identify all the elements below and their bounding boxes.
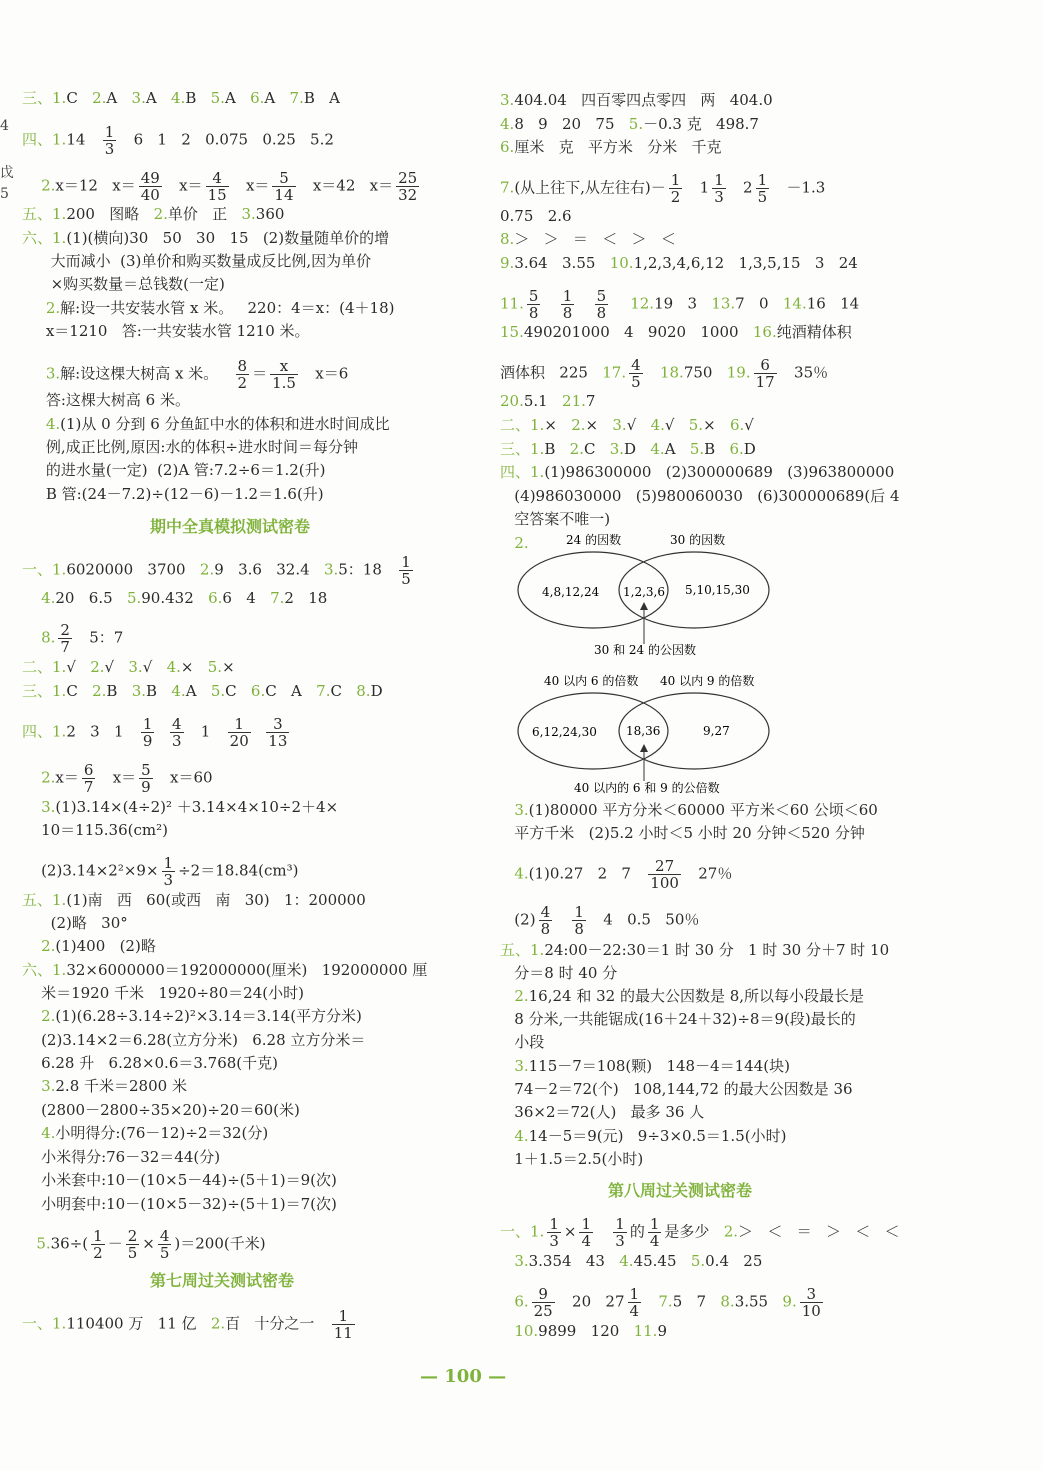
question-number: 2.	[723, 1222, 739, 1241]
question-number: 6.	[208, 589, 223, 607]
answer-line: 3.(1)80000 平方分米＜60000 平方米＜60 公顷＜60	[514, 801, 878, 819]
question-number: 3.	[128, 658, 143, 676]
answer-line: 一、1. $\frac{1}{3}$ × $\frac{1}{4}$ $\frac{1}{3}$ 的 $\frac{1}{4}$ 是多少 2.＞ ＜ ＝ ＞ ＜ ＜	[500, 1215, 900, 1250]
answer-line: 7.(从上往下,从左往右)－ $\frac{1}{2}$ 1 $\frac{1}{3}$ 2 $\frac{1}{5}$ －1.3	[500, 171, 826, 206]
question-number: 2.	[514, 534, 529, 552]
question-number: 4.	[650, 440, 665, 458]
edge-fragment: 5	[0, 186, 9, 202]
fraction: $\frac{6}{17}$	[755, 356, 775, 391]
answer-line: x＝1210 答:一共安装水管 1210 米。	[22, 322, 310, 340]
fraction: $\frac{5}{9}$	[141, 761, 151, 796]
question-number: 2.	[41, 176, 56, 195]
fraction: $\frac{3}{10}$	[801, 1285, 821, 1320]
venn2-label-right: 40 以内 9 的倍数	[660, 674, 755, 688]
question-number: 一、1.	[22, 1314, 67, 1333]
answer-line: 6.厘米 克 平方米 分米 千克	[500, 138, 722, 156]
answer-line: 2.解:设一共安装水管 x 米。 220：4＝x：(4＋18)	[45, 299, 395, 317]
question-number: 六、1.	[22, 961, 67, 979]
question-number: 14.	[782, 294, 807, 313]
answer-line: (2) $\frac{4}{8}$ $\frac{1}{8}$ 4 0.5 50％	[500, 903, 700, 938]
fraction: $\frac{1}{2}$	[670, 171, 681, 206]
question-number: 4.	[514, 1127, 529, 1145]
question-number: 四、1.	[22, 130, 67, 149]
question-number: 3.	[41, 798, 56, 816]
fraction: $\frac{2}{7}$	[60, 621, 70, 656]
fraction: $\frac{49}{40}$	[140, 169, 160, 204]
question-number: 18.	[659, 363, 684, 382]
venn2-caption: 40 以内的 6 和 9 的公倍数	[574, 781, 720, 795]
answer-line: 三、1.C 2.A 3.A 4.B 5.A 6.A 7.B A	[22, 89, 341, 107]
answer-line: 五、1.200 图略 2.单价 正 3.360	[22, 205, 285, 223]
answer-line: 4.14－5＝9(元) 9÷3×0.5＝1.5(小时)	[514, 1127, 787, 1145]
question-number: 12.	[630, 294, 655, 313]
question-number: 3.	[41, 1077, 56, 1095]
fraction: $\frac{5}{8}$	[528, 287, 539, 322]
section-title: 第七周过关测试密卷	[150, 1271, 295, 1290]
answer-line: 6. $\frac{9}{25}$ 20 27 $\frac{1}{4}$ 7.5 7 8.3.55 9. $\frac{3}{10}$	[514, 1285, 821, 1320]
answer-line: 4.20 6.5 5.90.432 6.6 4 7.2 18	[41, 589, 328, 607]
question-number: 4.	[171, 89, 186, 107]
question-number: 17.	[602, 363, 627, 382]
venn-diagram-factors	[508, 526, 778, 662]
answer-line: 8.＞ ＞ ＝ ＜ ＞ ＜	[500, 230, 676, 248]
venn2-right-set: 9,27	[703, 724, 730, 738]
answer-line: 五、1.24:00－22:30＝1 时 30 分 1 时 30 分＋7 时 10	[500, 941, 890, 959]
question-number: 4.	[514, 864, 529, 883]
question-number: 9.	[782, 1292, 797, 1311]
answer-line: 四、1.(1)986300000 (2)300000689 (3)963800000	[500, 463, 895, 481]
answer-line: 3.2.8 千米＝2800 米	[41, 1077, 187, 1095]
question-number: 3.	[241, 205, 256, 223]
question-number: 四、1.	[500, 463, 545, 481]
question-number: 3.	[45, 364, 61, 383]
question-number: 4.	[619, 1252, 634, 1270]
answer-line: 3.115－7＝108(颗) 148－4＝144(块)	[514, 1057, 790, 1075]
fraction: $\frac{1}{3}$	[163, 854, 174, 889]
venn2-center-set: 18,36	[626, 724, 661, 738]
question-number: 11.	[633, 1322, 658, 1340]
answer-line: 答:这棵大树高 6 米。	[22, 391, 190, 409]
question-number: 2.	[45, 299, 61, 317]
question-number: 8.	[41, 628, 56, 647]
question-number: 15.	[500, 323, 524, 341]
answer-line: 4.小明得分:(76－12)÷2＝32(分)	[41, 1124, 269, 1142]
fraction: $\frac{3}{13}$	[268, 715, 288, 750]
answer-line: 六、1.32×6000000＝192000000(厘米) 192000000 厘	[22, 961, 428, 979]
question-number: 8.	[356, 682, 371, 700]
answer-line: 分＝8 时 40 分	[500, 964, 618, 982]
fraction: $\frac{1}{4}$	[629, 1285, 640, 1320]
answer-line: 空答案不唯一)	[500, 510, 611, 528]
fraction: $\frac{27}{100}$	[650, 857, 679, 892]
question-number: 5.	[628, 115, 644, 133]
answer-line: 的进水量(一定) (2)A 管:7.2÷6＝1.2(升)	[22, 461, 326, 479]
answer-line: 三、1.B 2.C 3.D 4.A 5.B 6.D	[500, 440, 756, 458]
answer-line: 六、1.(1)(横向)30 50 30 15 (2)数量随单价的增	[22, 229, 390, 247]
answer-line: ×购买数量＝总钱数(一定)	[22, 275, 225, 293]
fraction: $\frac{1}{4}$	[649, 1215, 660, 1250]
question-number: 5.	[207, 658, 223, 676]
fraction: $\frac{2}{5}$	[127, 1227, 138, 1262]
answer-line: B 管:(24－7.2)÷(12－6)－1.2＝1.6(升)	[22, 485, 324, 503]
answer-line: 大而减小 (3)单价和购买数量成反比例,因为单价	[22, 252, 372, 270]
edge-fragment: 戉	[0, 165, 14, 181]
fraction: $\frac{6}{7}$	[83, 761, 94, 796]
edge-fragment: 4	[0, 118, 9, 134]
question-number: 5.	[126, 589, 142, 607]
answer-line: 五、1.(1)南 西 60(或西 南 30) 1：200000	[22, 891, 366, 909]
question-number: 20.	[500, 392, 524, 410]
question-number: 二、1.	[500, 416, 545, 434]
question-number: 11.	[500, 294, 524, 313]
question-number: 3.	[609, 440, 625, 458]
question-number: 一、1.	[500, 1222, 545, 1241]
answer-line: 11. $\frac{5}{8}$ $\frac{1}{8}$ $\frac{5}{8}$ 12.19 3 13.7 0 14.16 14	[500, 287, 860, 322]
question-number: 6.	[500, 138, 515, 156]
answer-line: 2.x＝ $\frac{6}{7}$ x＝ $\frac{5}{9}$ x＝60	[41, 761, 213, 796]
question-number: 2.	[41, 1007, 56, 1025]
question-number: 7.	[658, 1292, 673, 1311]
question-number: 2.	[199, 560, 215, 579]
question-number: 2.	[41, 937, 56, 955]
question-number: 16.	[752, 323, 777, 341]
question-number: 21.	[562, 392, 586, 410]
fraction: $\frac{5}{8}$	[596, 287, 607, 322]
question-number: 8.	[500, 230, 515, 248]
answer-line: 一、1.6020000 3700 2.9 3.6 32.4 3.5：18 $\frac{1}{5}$	[22, 553, 411, 588]
fraction: $\frac{1}{3}$	[104, 123, 115, 158]
answer-line: 小米套中:10－(10×5－44)÷(5＋1)＝9(次)	[22, 1171, 337, 1189]
fraction: $\frac{1}{5}$	[401, 553, 411, 588]
question-number: 2.	[571, 416, 586, 434]
fraction: $\frac{25}{32}$	[398, 169, 418, 204]
question-number: 3.	[131, 682, 147, 700]
answer-line: 小米得分:76－32＝44(分)	[22, 1148, 221, 1166]
page-number: — 100 —	[420, 1366, 507, 1387]
answer-line: 3.(1)3.14×(4÷2)² ＋3.14×4×10÷2＋4×	[41, 798, 339, 816]
answer-line: (2)略 30°	[22, 914, 128, 932]
question-number: 6.	[514, 1292, 529, 1311]
answer-line: 15.490201000 4 9020 1000 16.纯酒精体积	[500, 323, 852, 341]
answer-line: 三、1.C 2.B 3.B 4.A 5.C 6.C A 7.C 8.D	[22, 682, 383, 700]
answer-line: 4.(1)0.27 2 7 $\frac{27}{100}$ 27％	[514, 857, 733, 892]
question-number: 3.	[612, 416, 627, 434]
fraction: $\frac{1}{3}$	[615, 1215, 625, 1250]
fraction: $\frac{1}{11}$	[333, 1307, 353, 1342]
fraction: $\frac{4}{5}$	[159, 1227, 170, 1262]
answer-line: (2800－2800÷35×20)÷20＝60(米)	[22, 1101, 300, 1119]
question-number: 2.	[41, 768, 56, 787]
venn2-left-set: 6,12,24,30	[532, 725, 597, 739]
question-number: 五、1.	[22, 891, 67, 909]
answer-line: 米＝1920 千米 1920÷80＝24(小时)	[22, 984, 304, 1002]
answer-line: 小段	[500, 1033, 545, 1051]
question-number: 三、1.	[22, 89, 67, 107]
fraction: $\frac{1}{8}$	[574, 903, 584, 938]
answer-line: 例,成正比例,原因:水的体积÷进水时间＝每分钟	[22, 438, 359, 456]
answer-line: 9.3.64 3.55 10.1,2,3,4,6,12 1,3,5,15 3 24	[500, 254, 858, 272]
question-number: 3.	[323, 560, 339, 579]
question-number: 5.	[210, 89, 225, 107]
answer-line: 2.16,24 和 32 的最大公因数是 8,所以每小段最长是	[514, 987, 865, 1005]
answer-line: 5.36÷( $\frac{1}{2}$ － $\frac{2}{5}$ × $\frac{4}{5}$ )＝200(千米)	[36, 1227, 266, 1262]
question-number: 2.	[92, 89, 107, 107]
answer-line: 10＝115.36(cm²)	[22, 821, 168, 839]
question-number: 4.	[500, 115, 515, 133]
answer-line: 4.8 9 20 75 5.－0.3 克 498.7	[500, 115, 759, 133]
question-number: 三、1.	[500, 440, 545, 458]
venn-diagram-multiples	[508, 668, 778, 800]
fraction: $\frac{8}{2}$	[237, 357, 248, 392]
question-number: 五、1.	[22, 205, 67, 223]
question-number: 五、1.	[500, 941, 545, 959]
question-number: 2.	[569, 440, 584, 458]
answer-line: 2.(1)(6.28÷3.14÷2)²×3.14＝3.14(平方分米)	[41, 1007, 362, 1025]
question-number: 5.	[688, 416, 704, 434]
question-number: 6.	[250, 89, 265, 107]
question-number: 10.	[609, 254, 634, 272]
venn1-label-left: 24 的因数	[566, 533, 622, 547]
answer-line: (2)3.14×2²×9× $\frac{1}{3}$ ÷2＝18.84(cm³)	[22, 854, 299, 889]
answer-line: 10.9899 120 11.9	[514, 1322, 667, 1340]
question-number: 6.	[729, 416, 745, 434]
answer-line: 二、1.× 2.× 3.√ 4.√ 5.× 6.√	[500, 416, 754, 434]
question-number: 13.	[711, 294, 736, 313]
question-number: 4.	[41, 1124, 56, 1142]
fraction: $\frac{5}{14}$	[274, 169, 294, 204]
question-number: 7.	[270, 589, 285, 607]
answer-line: 0.75 2.6	[500, 207, 572, 225]
fraction: $\frac{4}{15}$	[207, 169, 227, 204]
venn2-arrowhead	[640, 744, 648, 752]
venn2-label-left: 40 以内 6 的倍数	[544, 674, 639, 688]
question-number: 7.	[289, 89, 304, 107]
question-number: 2.	[514, 987, 529, 1005]
section-title: 第八周过关测试密卷	[608, 1181, 753, 1200]
answer-line: 8. $\frac{2}{7}$ 5：7	[41, 621, 124, 656]
fraction: $\frac{x}{1.5}$	[272, 357, 296, 392]
answer-line: 四、1.14 $\frac{1}{3}$ 6 1 2 0.075 0.25 5.2	[22, 123, 334, 158]
venn1-right-set: 5,10,15,30	[685, 583, 750, 597]
fraction: $\frac{9}{25}$	[533, 1285, 553, 1320]
question-number: 3.	[500, 91, 515, 109]
answer-line: 3.3.354 43 4.45.45 5.0.4 25	[514, 1252, 763, 1270]
question-number: 四、1.	[22, 722, 67, 741]
fraction: $\frac{1}{2}$	[93, 1227, 103, 1262]
question-number: 7.	[500, 178, 515, 197]
fraction: $\frac{4}{8}$	[540, 903, 551, 938]
answer-line: 20.5.1 21.7	[500, 392, 596, 410]
answer-line: 4.(1)从 0 分到 6 分鱼缸中水的体积和进水时间成比	[45, 415, 390, 433]
fraction: $\frac{1}{3}$	[549, 1215, 559, 1250]
question-number: 4.	[171, 682, 186, 700]
fraction: $\frac{4}{3}$	[171, 715, 182, 750]
answer-line: 2.(1)400 (2)略	[41, 937, 156, 955]
fraction: $\frac{1}{8}$	[562, 287, 573, 322]
question-number: 6.	[729, 440, 744, 458]
question-number: 4.	[45, 415, 61, 433]
answer-line: 3.404.04 四百零四点零四 两 404.0	[500, 91, 773, 109]
fraction: $\frac{1}{3}$	[714, 171, 724, 206]
venn1-center-set: 1,2,3,6	[623, 585, 665, 599]
question-number: 4.	[166, 658, 181, 676]
fraction: $\frac{1}{4}$	[581, 1215, 591, 1250]
question-number: 5.	[689, 440, 705, 458]
answer-line: 一、1.110400 万 11 亿 2.百 十分之一 $\frac{1}{11}$	[22, 1307, 353, 1342]
answer-line: 平方千米 (2)5.2 小时＜5 小时 20 分钟＜520 分钟	[500, 824, 865, 842]
venn1-arrowhead	[640, 602, 648, 610]
answer-line: 四、1.2 3 1 $\frac{1}{9}$ $\frac{4}{3}$ 1 $\frac{1}{20}$ $\frac{3}{13}$	[22, 715, 288, 750]
question-number: 9.	[500, 254, 515, 272]
question-number: 19.	[726, 363, 751, 382]
answer-line: 6.28 升 6.28×0.6＝3.768(千克)	[22, 1054, 279, 1072]
question-number: 10.	[514, 1322, 539, 1340]
answer-line: 36×2＝72(人) 最多 36 人	[500, 1103, 705, 1121]
question-number: 二、1.	[22, 658, 67, 676]
fraction: $\frac{1}{20}$	[229, 715, 249, 750]
venn1-caption: 30 和 24 的公因数	[594, 643, 696, 657]
question-number: 4.	[41, 589, 56, 607]
answer-line: 酒体积 225 17. $\frac{4}{5}$ 18.750 19. $\frac{6}{17}$ 35％	[500, 356, 829, 391]
question-number: 三、1.	[22, 682, 67, 700]
answer-line: 74－2＝72(个) 108,144,72 的最大公因数是 36	[500, 1080, 853, 1098]
question-number: 6.	[250, 682, 266, 700]
question-number: 3.	[514, 1252, 529, 1270]
question-number: 5.	[690, 1252, 706, 1270]
question-number: 3.	[514, 1057, 529, 1075]
question-number: 7.	[316, 682, 331, 700]
fraction: $\frac{1}{5}$	[757, 171, 768, 206]
venn1-left-set: 4,8,12,24	[542, 585, 600, 599]
question-number: 4.	[650, 416, 665, 434]
question-number: 8.	[720, 1292, 735, 1311]
venn1-label-right: 30 的因数	[670, 533, 726, 547]
answer-line: 3.解:设这棵大树高 x 米。 $\frac{8}{2}$ ＝ $\frac{x}{1.5}$ x＝6	[45, 357, 349, 392]
question-number: 5.	[210, 682, 226, 700]
fraction: $\frac{1}{9}$	[142, 715, 153, 750]
question-number: 5.	[36, 1234, 51, 1253]
question-number: 2.	[210, 1314, 226, 1333]
answer-line: 2.x＝12 x＝ $\frac{49}{40}$ x＝ $\frac{4}{15}$ x＝ $\frac{5}{14}$ x＝42 x＝ $\frac{25}{32}$	[41, 169, 418, 204]
question-number: 3.	[131, 89, 146, 107]
answer-line: (4)986030000 (5)980060030 (6)300000689(后 4	[500, 487, 900, 505]
question-number: 一、1.	[22, 560, 67, 579]
answer-line: 8 分米,一共能锯成(16＋24＋32)÷8＝9(段)最长的	[500, 1010, 856, 1028]
question-number: 2.	[90, 658, 105, 676]
section-title: 期中全真模拟测试密卷	[150, 517, 311, 536]
question-number: 六、1.	[22, 229, 67, 247]
answer-line: 1＋1.5＝2.5(小时)	[500, 1150, 644, 1168]
fraction: $\frac{4}{5}$	[631, 356, 641, 391]
answer-line: 小明套中:10－(10×5－32)÷(5＋1)＝7(次)	[22, 1195, 337, 1213]
answer-line: 二、1.√ 2.√ 3.√ 4.× 5.×	[22, 658, 235, 676]
question-number: 3.	[514, 801, 529, 819]
answer-line: (2)3.14×2＝6.28(立方分米) 6.28 立方分米＝	[22, 1031, 366, 1049]
question-number: 2.	[153, 205, 168, 223]
question-number: 2.	[92, 682, 107, 700]
